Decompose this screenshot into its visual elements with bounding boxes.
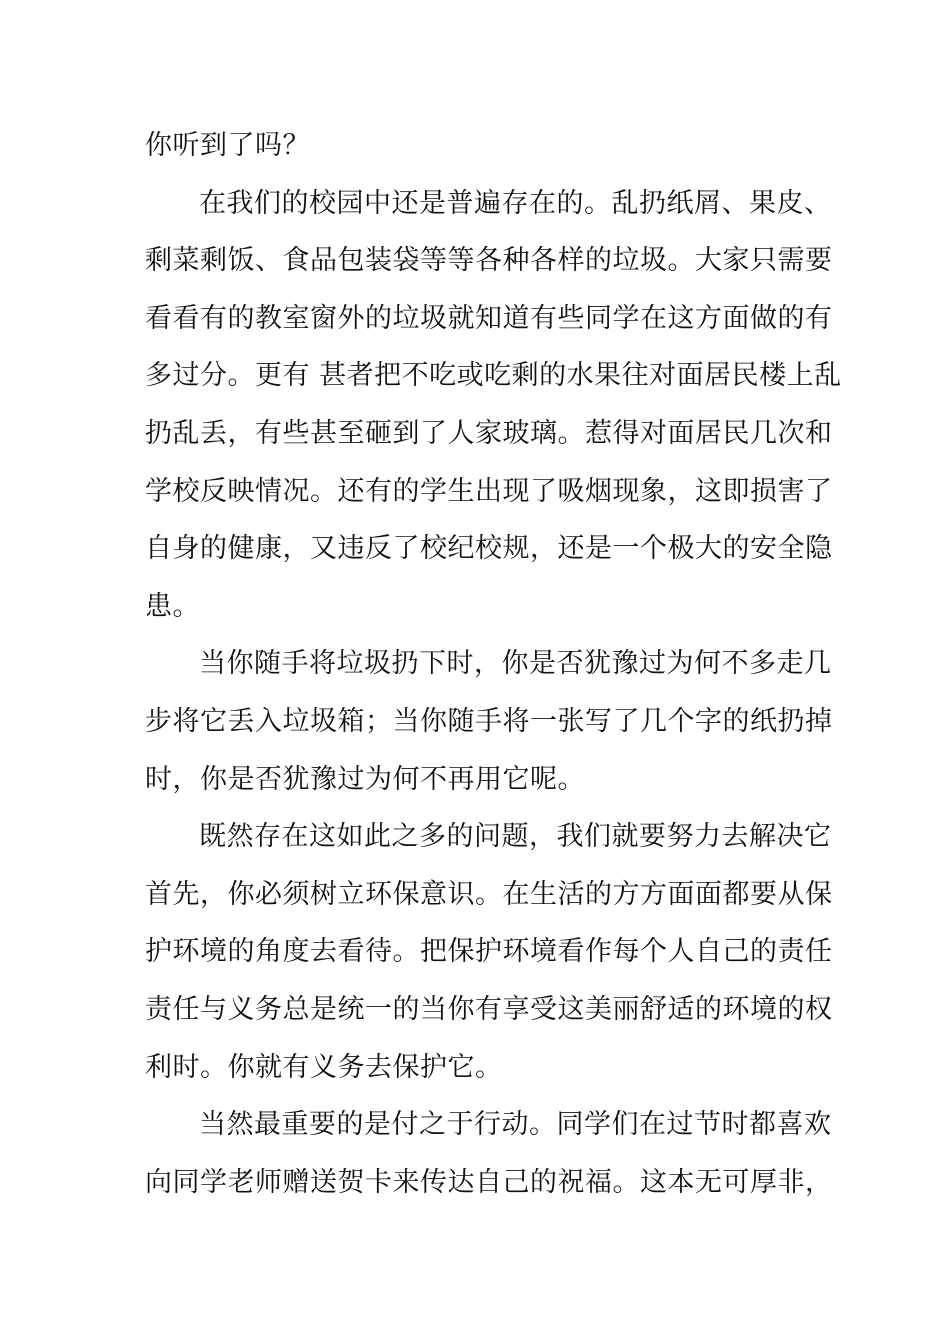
text-line: 护环境的角度去看待。把保护环境看作每个人自己的责任 [145, 936, 833, 968]
text-line: 既然存在这如此之多的问题，我们就要努力去解决它 [199, 821, 832, 853]
text-line: 看看有的教室窗外的垃圾就知道有些同学在这方面做的有 [145, 302, 833, 334]
text-line: 扔乱丢，有些甚至砸到了人家玻璃。惹得对面居民几次和 [145, 417, 833, 449]
text-line: 时，你是否犹豫过为何不再用它呢。 [145, 763, 585, 795]
text-line: 当然最重要的是付之于行动。同学们在过节时都喜欢 [199, 1109, 832, 1141]
text-line: 责任与义务总是统一的当你有享受这美丽舒适的环境的权 [145, 993, 833, 1025]
text-line: 利时。你就有义务去保护它。 [145, 1051, 503, 1083]
text-line: 患。 [145, 590, 200, 622]
text-line: 自身的健康，又违反了校纪校规，还是一个极大的安全隐 [145, 533, 833, 565]
text-line: 向同学老师赠送贺卡来传达自己的祝福。这本无可厚非， [145, 1166, 833, 1198]
text-line: 你听到了吗？ [145, 130, 310, 161]
document-body [145, 117, 842, 1211]
text-line: 剩菜剩饭、食品包装袋等等各种各样的垃圾。大家只需要 [145, 245, 833, 277]
text-line: 多过分。更有 甚者把不吃或吃剩的水果往对面居民楼上乱 [145, 360, 842, 392]
text-line: 当你随手将垃圾扔下时，你是否犹豫过为何不多走几 [199, 648, 832, 680]
text-line: 首先，你必须树立环保意识。在生活的方方面面都要从保 [145, 878, 833, 910]
text-line: 学校反映情况。还有的学生出现了吸烟现象，这即损害了 [145, 475, 833, 507]
text-line: 步将它丢入垃圾箱；当你随手将一张写了几个字的纸扔掉 [145, 705, 833, 737]
text-line: 在我们的校园中还是普遍存在的。乱扔纸屑、果皮、 [199, 187, 832, 219]
